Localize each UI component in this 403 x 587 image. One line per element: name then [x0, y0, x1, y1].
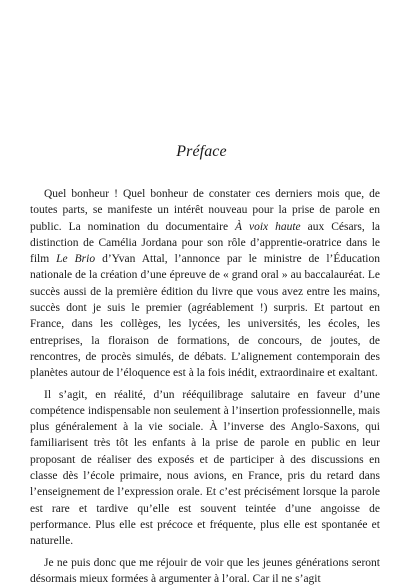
text-run: d’Yvan Attal, l’annonce par le ministre de l’Éducation nationale de la création d’une épreuve de « grand oral » au baccalauréat. Le succès aussi de la première édition du livre que vous avez entre les mains, succès dont je suis le premier (agréablement !) surpris. Et partout en France, dans les collèges, les lycées, les universités, les écoles, les entreprises, la floraison de formations, de concours, de joutes, de rencontres, de procès simulés, de débats. L’alignement contemporain des planètes autour de l’éloquence est à la fois inédit, extraordinaire et exaltant. [30, 253, 381, 380]
paragraph-1 [30, 186, 380, 382]
text-run: Quel bonheur ! Quel bonheur de constater ces derniers mois que, de toutes parts, se manifeste un intérêt nouveau pour la prise de parole en public. La nomination du documentaire [30, 188, 380, 233]
paragraph-2 [30, 387, 380, 550]
text-run: Je ne puis donc que me réjouir de voir que les jeunes générations seront désormais mieux formées à argumenter à l’oral. Car il ne s’agit [30, 556, 380, 585]
text-run: Il s’agit, en réalité, d’un rééquilibrage salutaire en faveur d’une compétence indispensable non seulement à l’insertion professionnelle, mais plus généralement à la vie sociale. À l’inverse des Anglo-Saxons, qui familiarisent très tôt les enfants à la prise de parole en public en leur proposant de réaliser des exposés et de participer à des discussions en classe dès l’école primaire, nous avions, en France, pris du retard dans l’enseignement de l’expression orale. Et c’est précisément lorsque la parole est rare et tardive qu’elle est souvent teintée d’une angoisse de performance. Plus elle est précoce et fréquente, plus elle est spontanée et naturelle. [30, 388, 380, 548]
paragraph-3 [30, 555, 380, 587]
text-run: aux Césars, la distinction de Camélia Jordana pour son rôle d’apprentie-oratrice dans le film [30, 220, 380, 266]
body-text [30, 186, 380, 587]
page-title: Préface [176, 143, 227, 160]
film-title: Le Brio [56, 253, 96, 266]
documentary-title: À voix haute [235, 220, 301, 233]
